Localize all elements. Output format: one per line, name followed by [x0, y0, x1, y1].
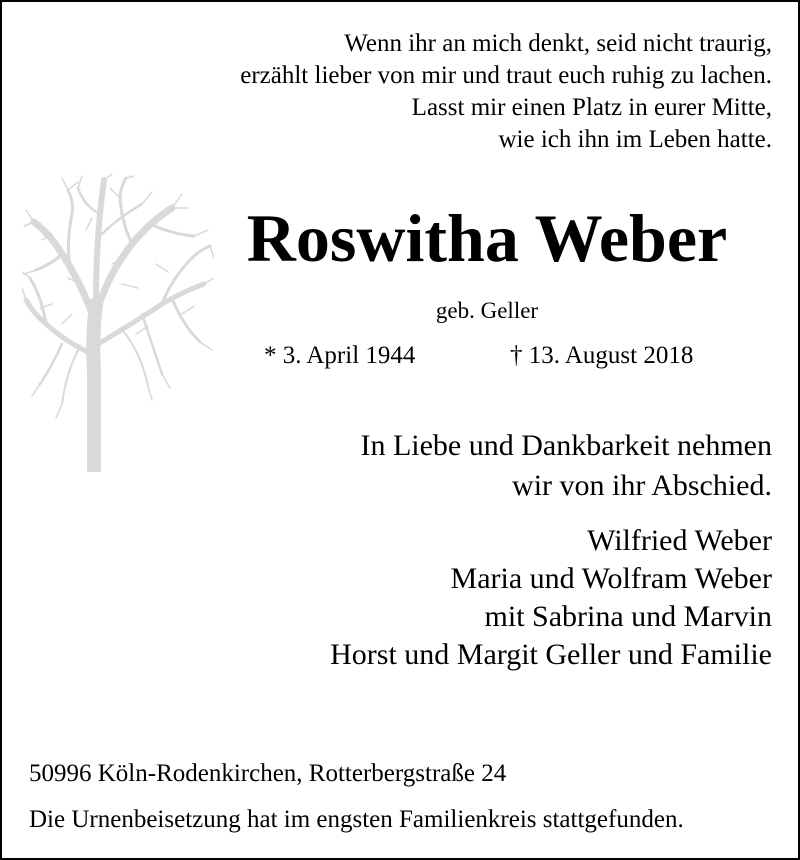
address: 50996 Köln-Rodenkirchen, Rotterbergstraße 24	[29, 760, 507, 787]
mourner-line: Wilfried Weber	[587, 524, 772, 557]
mourner-line: mit Sabrina und Marvin	[484, 600, 772, 633]
deceased-name: Roswitha Weber	[246, 200, 728, 276]
burial-note: Die Urnenbeisetzung hat im engsten Familienkreis stattgefunden.	[29, 806, 684, 833]
maiden-name: geb. Geller	[435, 298, 539, 323]
poem-line: erzählt lieber von mir und traut euch ruhig zu lachen.	[240, 62, 772, 89]
poem	[240, 28, 772, 156]
death-date: † 13. August 2018	[510, 342, 694, 369]
mourner-line: Horst und Margit Geller und Familie	[330, 638, 772, 671]
farewell-text	[360, 426, 772, 506]
mourners-list	[330, 522, 772, 674]
bare-tree-icon	[22, 174, 214, 472]
mourner-line: Maria und Wolfram Weber	[450, 562, 772, 595]
poem-line: Wenn ihr an mich denkt, seid nicht traurig,	[344, 30, 772, 57]
birth-date: * 3. April 1944	[264, 342, 416, 369]
poem-line: wie ich ihn im Leben hatte.	[498, 126, 772, 153]
farewell-line: In Liebe und Dankbarkeit nehmen	[360, 429, 772, 462]
farewell-line: wir von ihr Abschied.	[512, 469, 772, 502]
poem-line: Lasst mir einen Platz in eurer Mitte,	[411, 94, 772, 121]
